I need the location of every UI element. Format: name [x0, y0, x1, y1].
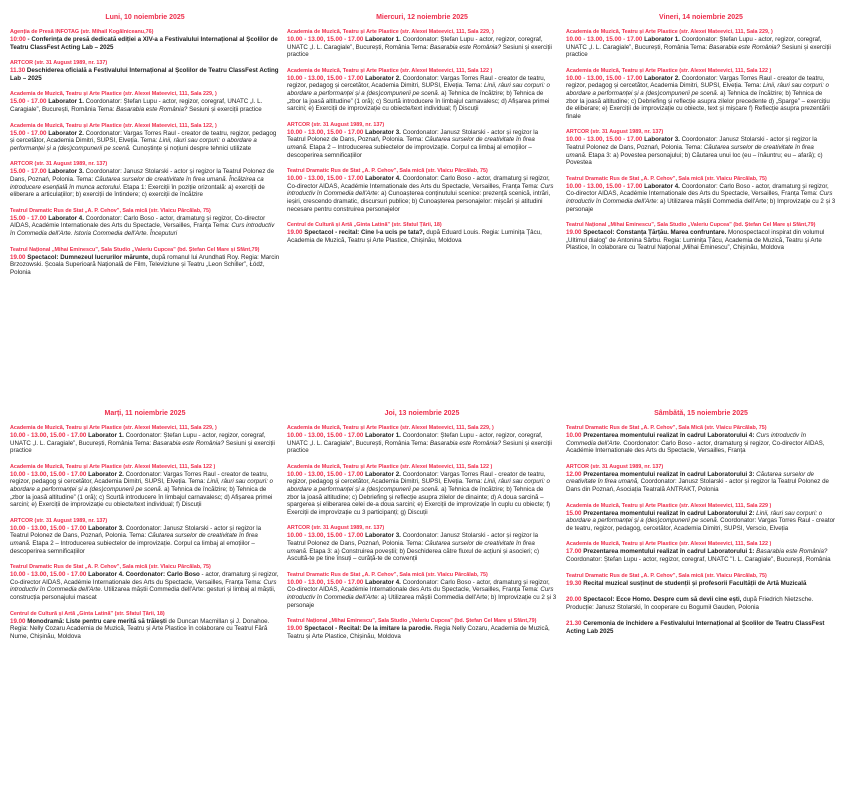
event-title: Prezentarea momentului realizat în cadrul Laboratorului 1:	[581, 548, 755, 556]
event-description	[10, 571, 280, 601]
event-notes: Etapa 2 – Introducerea subiectelor de improvizație. Corpul ca limbaj al emoțiilor – descoperirea semnificațiilor	[287, 143, 532, 159]
event-details: Coordonator: Ștefan Lupu - actor, regizor, coregraf, UNATC „I. L. Caragiale”, București, România Tema:	[287, 432, 543, 447]
event-theme: Basarabia este România?	[116, 105, 188, 113]
event-details: după romanul lui Arundhati Roy. Regia: Marcin Brzozowski. Școala Superioară Națională de Film, Televiziune și Teatru „Leon Schiller”, Łódź, Polonia	[10, 253, 280, 276]
schedule-event	[566, 222, 836, 252]
event-details: Coordonator: Ștefan Lupu - actor, regizor, coregraf, UNATC „I. L. Caragiale”, București, România Tema:	[287, 36, 543, 51]
day-title: Miercuri, 12 noiembrie 2025	[376, 14, 468, 21]
event-location: ARTCOR (str. 31 August 1989, nr. 137)	[566, 129, 664, 136]
event-description	[10, 618, 280, 641]
event-details: Coordonator: Vargas Torres Raul - creator de teatru, regizor, pedagog și cercetător, Academia Dimitri, SUPSI, Elveția. Tema:	[10, 129, 277, 145]
schedule-event	[10, 91, 280, 113]
event-details: Regia Nelly Cozaru, Academia de Muzică, Teatru și Arte Plastice, Chișinău, Moldova	[287, 625, 550, 640]
schedule-event	[287, 122, 557, 159]
event-time: 10.00 - 13.00, 15.00 - 17.00	[566, 136, 643, 144]
event-title: Laborator 1.	[363, 432, 401, 439]
event-theme: Basarabia este România?	[429, 439, 502, 447]
event-location: Academia de Muzică, Teatru și Arte Plastice (str. Alexei Mateevici, 111, Sala 122 )	[566, 67, 772, 74]
event-description	[287, 579, 557, 609]
event-location: Academia de Muzică, Teatru și Arte Plastice (str. Alexei Mateevici, 111, Sala 122 )	[287, 67, 493, 74]
event-theme: Căutarea surselor de creativitate în firea umană.	[287, 136, 535, 151]
event-time: 10.00 - 13.00, 15.00 - 17.00	[566, 182, 643, 190]
event-description	[10, 67, 280, 82]
event-description	[10, 254, 280, 277]
event-time: 19.00	[10, 253, 26, 261]
event-notes: a) Utilizarea măștii Commedia dell'Arte; b) Improvizație cu 2 și 3 personaje	[566, 197, 836, 213]
event-details: Coordonator: Carlo Boso - actor, dramaturg și regizor, Co-director AIDAS, Académie Internationale des Arts du Spectacle, Versailles, Franța Tema:	[10, 214, 266, 230]
event-time: 10.00 - 13.00, 15.00 - 17.00	[10, 432, 87, 439]
event-description	[566, 229, 836, 252]
event-details: Coordonator: Carlo Boso - actor, dramaturg și regizor, Co-director AIDAS, Académie Internationale des Arts du Spectacle, Versailles, Franța Tema:	[287, 175, 550, 190]
event-title: Recital muzical susținut de studenții și profesorii Facultății de Artă Muzicală	[581, 579, 807, 587]
schedule-event	[10, 29, 280, 51]
event-notes: Coordonator: Carlo Boso - actor, dramaturg și regizor, Co-director AIDAS, Académie Internationale des Arts du Spectacle, Versailles, Franța	[566, 439, 825, 455]
event-time: 10.00 - 13.00, 15.00 - 17.00	[287, 578, 364, 586]
event-details: Coordonator: Vargas Torres Raul - creator de teatru, regizor, pedagog și cercetător, Academia Dimitri, SUPSI, Elveția. Tema:	[287, 470, 546, 486]
event-title: Spectacol - Recital: De la imitare la parodie.	[302, 625, 433, 633]
event-title: Laborator 2.	[642, 74, 680, 82]
event-theme: Basarabia este România?	[152, 439, 225, 447]
event-time: 10.00 - 13.00, 15.00 - 17.00	[287, 432, 364, 439]
event-title: Ceremonia de închidere a Festivalului Internațional al Școlilor de Teatru ClassFest Acting Lab 2025	[566, 620, 825, 635]
event-theme: Căutarea surselor de creativitate în firea umană.	[287, 539, 535, 555]
schedule-event	[10, 611, 280, 641]
event-time: 19.00	[566, 229, 582, 237]
event-notes: Etapa 3: a) Construirea poveștii; b) Deschiderea către fluxul de acțiuni și asocieri; c) Ascultă-te pe tine însuți – curăță-te de convenții	[287, 547, 540, 563]
event-description	[566, 510, 836, 533]
event-theme: Linii, râuri sau corpuri: o abordare a performanței și a (des)compunerii pe scenă.	[566, 82, 829, 97]
event-description	[287, 175, 557, 213]
event-theme: Căutarea surselor de creativitate în firea umană.	[10, 532, 258, 547]
event-location: Agenția de Presă INFOTAG (str. Mihail Kogălniceanu,76)	[10, 29, 154, 35]
event-time: 15.00 - 17.00	[10, 129, 47, 137]
event-title: Laborator 4. Coordonator: Carlo Boso	[86, 571, 200, 579]
event-details: Coordonator: Vargas Torres Raul - creator de teatru, regizor, pedagog și cercetător, Academia Dimitri, SUPSI, Elveția. Tema:	[10, 470, 269, 486]
event-notes: Coordonator: Ștefan Lupu - actor, regizor, coregraf, UNATC "I. L. Caragiale", București, România	[566, 555, 831, 563]
event-time: 20.00	[566, 596, 582, 604]
event-details: - actor, dramaturg și regizor, Co-director AIDAS, Académie Internationale des Arts du Spectacle, Versailles, Franța Tema:	[10, 571, 279, 586]
event-time: 10.00 - 13.00, 15.00 - 17.00	[287, 128, 364, 136]
event-theme: Căutarea surselor de creativitate în firea umană. Încălzirea ca introducere esențială în munca actorului.	[10, 175, 264, 191]
event-title: Laborator 3.	[86, 524, 124, 532]
event-location: Teatrul Dramatic Rus de Stat „A. P. Cehov”, Sala Mică (str. Vlaicu Pârcălab, 75)	[566, 425, 767, 431]
event-location: Centrul de Cultură și Artă „Ginta Latină” (str. Sfatul Țării, 18)	[287, 222, 442, 229]
event-details: Coordonator: Vargas Torres Raul - creator de teatru, regizor, pedagog și cercetător, Academia Dimitri, SUPSI, Elveția. Tema:	[287, 74, 546, 90]
event-title: Laborator 2.	[46, 129, 84, 137]
event-title: - Conferința de presă dedicată ediției a XIV-a a Festivalului Internațional al Școlilor de Teatru ClassFest Acting Lab – 2025	[10, 36, 278, 51]
event-location: ARTCOR (str. 31 August 1989, nr. 137)	[10, 60, 108, 67]
event-location: Academia de Muzică, Teatru și Arte Plastice (str. Alexei Mateevici, 111, Sala 122, )	[10, 122, 217, 129]
event-description	[566, 183, 836, 213]
event-location: ARTCOR (str. 31 August 1989, nr. 137)	[10, 517, 108, 524]
day-title: Joi, 13 noiembrie 2025	[384, 410, 460, 417]
event-notes: a) Tehnica de încălzire; b) Tehnica de „zbor la joasă altitudine” (1 oră); c) Scurtă introducere în limbajul carnavalesc; d) Afișarea primei sarcini; e) Exerciții de improvizație cu obiecte/text individual; f) Discuții	[287, 89, 550, 113]
event-details: Coordonator: Ștefan Lupu - actor, regizor, coregraf, UNATC „I. L. Caragiale”, București, România Tema:	[10, 432, 266, 447]
event-location: Academia de Muzică, Teatru și Arte Plastice (str. Alexei Mateevici, 111, Sala 122 )	[10, 463, 216, 470]
event-notes: a) Utilizarea măștii Commedia dell'Arte; b) Improvizație cu 2 și 3 personaje	[287, 593, 557, 609]
event-description	[10, 130, 280, 153]
event-location: Academia de Muzică, Teatru și Arte Plastice (str. Alexei Mateevici, 111, Sala 229 )	[566, 502, 772, 509]
event-location: ARTCOR (str. 31 August 1989, nr. 137)	[287, 121, 385, 128]
event-description	[10, 98, 280, 113]
event-description	[566, 471, 836, 494]
event-time: 19.00	[287, 229, 303, 237]
event-description	[287, 532, 557, 562]
day-column	[566, 410, 836, 645]
event-description	[10, 471, 280, 509]
schedule-event	[287, 29, 557, 59]
event-theme: Basarabia este România?	[429, 43, 502, 51]
event-time: 12.00	[566, 470, 582, 478]
event-theme: Curs introductiv în Commedia dell'Arte:	[566, 190, 833, 205]
schedule-event	[566, 176, 836, 213]
event-title: Laborator 1.	[86, 432, 124, 439]
event-location: Centrul de Cultură și Artă „Ginta Latină” (str. Sfatul Țării, 18)	[10, 610, 165, 617]
event-description	[566, 548, 836, 563]
event-title: Laborator 1.	[363, 36, 401, 43]
event-description	[566, 75, 836, 121]
event-location: Teatrul Dramatic Rus de Stat „A. P. Cehov”, Sala mică (str. Vlaicu Pârcălab, 75)	[10, 564, 211, 571]
event-location: ARTCOR (str. 31 August 1989, nr. 137)	[287, 525, 385, 532]
schedule-event	[287, 68, 557, 113]
schedule-event	[10, 247, 280, 277]
event-time: 10.00 - 13.00, 15.00 - 17.00	[10, 524, 87, 532]
event-title: Prezentarea momentului realizat în cadrul Laboratorului 4:	[581, 432, 755, 439]
schedule-event	[10, 208, 280, 238]
event-description	[287, 229, 557, 244]
day-column	[287, 410, 557, 649]
event-notes: Coordonator: Vargas Torres Raul - creator de teatru, regizor, pedagog, cercetător, Academia Dimitri, SUPSI, Verscio, Elveția	[566, 517, 836, 532]
day-title: Vineri, 14 noiembrie 2025	[659, 14, 743, 21]
schedule-event	[566, 573, 836, 588]
event-details: Coordonator: Carlo Boso - actor, dramaturg și regizor, Co-director AIDAS, Académie Internationale des Arts du Spectacle, Versailles, Franța Tema:	[287, 578, 550, 594]
event-title: Spectacol: Ecce Homo. Despre cum să devii cine ești,	[581, 596, 742, 604]
schedule-event	[10, 161, 280, 198]
event-title: Laborator 3.	[642, 136, 680, 144]
event-time: 10.00 - 13.00, 15.00 - 17.00	[566, 36, 643, 43]
event-details: Coordonator: Janusz Stolarski - actor și regizor la Teatrul Polonez de Dans, Poznań, Polonia. Tema:	[10, 168, 275, 183]
event-notes: Sesiuni și exerciții practice	[287, 439, 552, 455]
event-title: Laborator 4.	[642, 182, 680, 190]
schedule-event	[287, 168, 557, 213]
event-description	[566, 432, 836, 455]
event-notes: a) Tehnica de încălzire; b) Tehnica de zbor la joasă altitudine; c) Debriefing și reflecție asupra zilelor precedente d) „Sparge” – exercițiu de eliberare; e) Exerciții de improvizație cu obiecte, text și mișcare f) Reflecție asupra prezentării finale	[566, 89, 830, 120]
event-time: 10.00 - 13.00, 15.00 - 17.00	[566, 74, 643, 82]
event-theme: Căutarea surselor de creativitate în firea umană.	[566, 143, 814, 159]
schedule-event	[287, 525, 557, 562]
event-notes: Sesiuni și exerciții practice	[10, 439, 275, 455]
event-title: Laborator 4.	[46, 214, 84, 222]
event-location: Teatrul Dramatic Rus de Stat „A. P. Cehov”, Sala mică (str. Vlaicu Pârcălab, 75)	[10, 207, 211, 214]
event-details: Coordonator: Ștefan Lupu - actor, regizor, coregraf, UNATC „I. L. Caragiale”, București, România Tema:	[566, 36, 822, 51]
event-location: Academia de Muzică, Teatru și Arte Plastice (str. Alexei Mateevici, 111, Sala 122 )	[566, 541, 772, 548]
schedule-event	[566, 541, 836, 563]
event-location: Academia de Muzică, Teatru și Arte Plastice (str. Alexei Mateevici, 111, Sala 229, )	[10, 425, 217, 431]
event-theme: Curs introductiv în Commedia dell'Arte:	[287, 182, 554, 198]
event-title: Spectacol - recital: Cine l-a ucis pe tata?,	[302, 229, 425, 237]
event-location: Teatrul Dramatic Rus de Stat „A. P. Cehov”, Sala mică (str. Vlaicu Pârcălab, 75)	[287, 571, 488, 578]
event-description	[10, 432, 280, 455]
schedule-event	[566, 620, 836, 635]
day-column	[287, 14, 557, 253]
event-description	[566, 136, 836, 166]
event-time: 17.00	[566, 548, 582, 556]
event-location: Academia de Muzică, Teatru și Arte Plastice (str. Alexei Mateevici, 111, Sala 229, )	[287, 425, 494, 431]
event-notes: Sesiuni și exerciții practice	[287, 43, 552, 59]
schedule-event	[10, 123, 280, 153]
event-time: 10.00 - 13.00, 15.00 - 17.00	[287, 36, 364, 43]
schedule-event	[566, 129, 836, 166]
event-notes: Sesiuni și exerciții practice	[566, 43, 831, 59]
event-description	[10, 525, 280, 555]
event-location: Teatrul Dramatic Rus de Stat „A. P. Cehov”, Sala mică (str. Vlaicu Pârcălab, 75)	[566, 572, 767, 579]
event-details: Coordonator: Janusz Stolarski - actor și regizor la Teatrul Polonez de Dans, Poznań, Polonia. Tema:	[10, 524, 262, 540]
event-notes: a) Tehnica de încălzire; b) Tehnica de „zbor la joasă altitudine” (1 oră); c) Scurtă introducere în limbajul carnavalesc; d) Afișarea primei sarcini; e) Exerciții de improvizație cu obiecte/text individual; f) Discuții	[10, 485, 273, 509]
event-description	[10, 36, 280, 51]
event-time: 19.00	[10, 617, 26, 625]
event-details: după Eduard Louis. Regia: Luminița Țâcu, Academia de Muzică, Teatru și Arte Plastice, Chișinău, Moldova	[287, 229, 542, 244]
event-description	[566, 620, 836, 635]
event-title: Prezentarea momentului realizat în cadrul Laboratorului 2:	[581, 509, 755, 517]
event-description	[287, 471, 557, 517]
event-title: Laborator 3.	[363, 128, 401, 136]
schedule-event	[10, 60, 280, 82]
event-time: 19.00	[287, 625, 303, 633]
event-location: Academia de Muzică, Teatru și Arte Plastice (str. Alexei Mateevici, 111, Sala 229, )	[287, 29, 494, 35]
event-theme: Linii, râuri sau corpuri: o abordare a performanței și a (des)compunerii pe scenă.	[287, 478, 550, 493]
event-notes: Utilizarea măștii Commedia dell'Arte: gesturi și limbaj al măștii, construcția personajului mascat	[10, 586, 276, 601]
event-theme: Linii, râuri sau corpuri: o abordare a performanței și a (des)compunerii pe scenă.	[10, 478, 273, 493]
event-description	[10, 168, 280, 198]
schedule-event	[566, 464, 836, 494]
event-title: Laborator 2.	[86, 470, 124, 478]
event-notes: Sesiuni și exerciții practice	[187, 105, 262, 113]
event-details: după Friedrich Nietzsche. Producție: Janusz Stolarski, în cooperare cu Bogumił Gauden, Polonia	[566, 596, 814, 611]
day-title: Sâmbătă, 15 noiembrie 2025	[654, 410, 748, 417]
event-details: Coordonator: Ștefan Lupu - actor, regizor, coregraf, UNATC „I. L. Caragiale”, București, România Tema:	[10, 98, 263, 113]
event-theme: Curs introductiv în Commedia dell'Arte:	[287, 586, 554, 601]
event-title: Laborator 3.	[46, 168, 84, 176]
event-title: Laborator 1.	[46, 98, 84, 106]
event-details: Coordonator: Janusz Stolarski - actor și regizor la Teatrul Polonez de Dans, Poznań, Polonia. Tema:	[566, 136, 818, 151]
schedule-event	[566, 503, 836, 533]
event-notes: Cunoștințe și noțiuni despre tehnici utilizate	[130, 144, 252, 152]
event-location: Teatrul Național „Mihai Eminescu”, Sala Studio „Valeriu Cupcea” (bd. Ștefan Cel Mare și Sfânt,79)	[566, 222, 816, 229]
event-description	[287, 625, 557, 640]
event-time: 10:00	[10, 36, 26, 43]
event-description	[287, 129, 557, 159]
schedule-event	[10, 564, 280, 601]
event-description	[566, 36, 836, 59]
schedule-event	[287, 222, 557, 244]
event-time: 11.30	[10, 67, 26, 75]
event-title: Prezentarea momentului realizat în cadrul Laboratorului 3:	[581, 470, 755, 478]
event-description	[287, 36, 557, 59]
schedule-event	[10, 425, 280, 455]
event-title: Laborator 4.	[363, 175, 401, 183]
schedule-event	[566, 68, 836, 121]
day-column	[10, 14, 280, 285]
event-time: 15.00 - 17.00	[10, 98, 47, 106]
event-details: Coordonator: Vargas Torres Raul - creator de teatru, regizor, pedagog și cercetător, Academia Dimitri, SUPSI, Elveția. Tema:	[566, 74, 825, 90]
schedule-event	[566, 596, 836, 611]
schedule-event	[10, 464, 280, 509]
day-title: Marți, 11 noiembrie 2025	[104, 410, 186, 417]
event-location: Academia de Muzică, Teatru și Arte Plastice (str. Alexei Mateevici, 111, Sala 122 )	[287, 463, 493, 470]
event-time: 15.00	[566, 509, 582, 517]
event-description	[566, 580, 836, 588]
event-title: Laborator 3.	[363, 532, 401, 540]
schedule-event	[566, 29, 836, 59]
event-location: ARTCOR (str. 31 August 1989, nr. 137)	[566, 463, 664, 470]
event-theme: Linii, râuri sau corpuri: o abordare a performanței și a (des)compunerii pe scenă.	[287, 82, 550, 97]
event-theme: Linii, râuri sau corpuri: o abordare a performanței și a (des)compunerii pe scenă.	[10, 137, 257, 152]
event-theme: Basarabia este România?	[708, 43, 781, 51]
event-theme: Curs introductiv în Commedia dell'Arte.	[10, 578, 277, 594]
event-location: Teatrul Național „Mihai Eminescu”, Sala Studio „Valeriu Cupcea” (bd. Ștefan Cel Mare și Sfânt,79)	[10, 246, 260, 253]
event-time: 10.00 - 13.00, 15.00 - 17.00	[287, 532, 364, 540]
event-location: ARTCOR (str. 31 August 1989, nr. 137)	[10, 161, 108, 168]
event-notes: a) Tehnica de încălzire; b) Tehnica de zbor la joasă altitudine; c) Debriefing și reflecție asupra zilelor de dinainte; d) A doua sarcină – spargerea și eliberarea celei de-a doua sarcini; e) Exerciții de improvizație în cuplu cu obiecte; f) Exerciții de improvizație cu 3 participanți; g) Discuții	[287, 485, 551, 516]
event-title: Monodramă: Liste pentru care merită să trăiești	[25, 617, 167, 625]
event-location: Teatrul Național „Mihai Eminescu”, Sala Studio „Valeriu Cupcea” (bd. Ștefan Cel Mare și Sfânt,79)	[287, 618, 537, 625]
event-notes: Etapa 1: Exerciții în poziție orizontală: a) exerciții de eliberare a articulațiilor; b) exerciții de întindere; c) exerciții de încălzire	[10, 183, 265, 199]
schedule-event	[566, 425, 836, 455]
event-description	[566, 596, 836, 611]
event-details: Coordonator: Janusz Stolarski - actor și regizor la Teatrul Polonez de Dans, Poznań, Polonia. Tema:	[287, 128, 539, 144]
event-title: Spectacol: Dumnezeul lucrurilor mărunte,	[25, 253, 150, 261]
event-time: 21.30	[566, 620, 582, 628]
event-details: Coordonator: Carlo Boso - actor, dramaturg și regizor, Co-director AIDAS, Académie Internationale des Arts du Spectacle, Versailles, Franța Tema:	[566, 182, 829, 198]
event-location: Academia de Muzică, Teatru și Arte Plastice (str. Alexei Mateevici, 111, Sala 229, )	[566, 29, 773, 35]
event-details: Monospectacol inspirat din volumul „Ultimul dialog” de Antonina Sârbu. Regia: Luminița Țâcu, Academia de Muzică, Teatru și Arte Plastice, în colaborare cu Teatrul Național „Mihai Eminescu”, Chișinău, Moldova	[566, 229, 825, 252]
event-time: 10.00 - 13.00, 15.00 - 17.00	[10, 470, 87, 478]
event-time: 10.00 - 13.00, 15.00 - 17.00	[287, 470, 364, 478]
event-location: Teatrul Dramatic Rus de Stat „A. P. Cehov”, Sala mică (str. Vlaicu Pârcălab, 75)	[566, 175, 767, 182]
event-time: 19.30	[566, 579, 582, 587]
schedule-event	[287, 464, 557, 517]
event-theme: Căutarea surselor de creativitate în firea umană,	[566, 470, 814, 486]
event-title: Laborator 1.	[642, 36, 680, 43]
event-theme: Linii, râuri sau corpuri: o abordare a performanței și a (des)compunerii pe scenă.	[566, 509, 823, 525]
schedule-event	[287, 572, 557, 609]
day-column	[10, 410, 280, 649]
event-notes: Etapa 2 – Introducerea subiectelor de improvizație. Corpul ca limbaj al emoțiilor – descoperirea semnificațiilor	[10, 539, 255, 555]
event-theme: Curs introductiv în Commedia dell'Arte.	[566, 432, 807, 447]
event-title: Laborator 4.	[363, 578, 401, 586]
event-description	[287, 432, 557, 455]
event-notes: Coordonator: Janusz Stolarski - actor și regizor la Teatrul Polonez de Dans din Poznań, Asociația Teatrală ANTRAKT, Polonia	[566, 478, 829, 493]
event-description	[10, 215, 280, 238]
event-details: Coordonator: Janusz Stolarski - actor și regizor la Teatrul Polonez de Dans, Poznań, Polonia. Tema:	[287, 532, 539, 547]
event-time: 15.00 - 17.00	[10, 214, 47, 222]
schedule-event	[10, 518, 280, 555]
event-time: 10.00 - 13.00, 15.00 - 17.00	[10, 571, 87, 579]
event-title: Deschiderea oficială a Festivalului Internațional al Școlilor de Teatru ClassFest Acting Lab – 2025	[10, 67, 279, 82]
event-notes: a) Cunoașterea conținutului scenice: prezență scenică, intrări, ieșiri, crescendo dramatic, discursuri publice; b) Cunoașterea personajelor: mișcări și atitudini necesare pentru construirea personajelor	[287, 190, 551, 213]
event-details: de Duncan Macmillan și J. Donahoe. Regia: Nelly Cozaru Academia de Muzică, Teatru și Arte Plastice în colaborare cu Teatrul Fără Nume, Chișinău, Moldova	[10, 617, 270, 640]
event-title: Laborator 2.	[363, 470, 401, 478]
day-title: Luni, 10 noiembrie 2025	[105, 14, 185, 21]
schedule-event	[287, 618, 557, 640]
schedule-event	[287, 425, 557, 455]
event-time: 10.00	[566, 432, 582, 439]
event-title: Laborator 2.	[363, 74, 401, 82]
event-location: Teatrul Dramatic Rus de Stat „A. P. Cehov”, Sala mică (str. Vlaicu Pârcălab, 75)	[287, 168, 488, 175]
event-time: 15.00 - 17.00	[10, 168, 47, 176]
event-theme: Curs introductiv în Commedia dell'Arte. Istoria Commedia dell'Arte. Începuturi	[10, 222, 275, 237]
event-title: Spectacol: Constanța Țărțău. Marea confruntare.	[581, 229, 727, 237]
event-notes: Etapa 3: a) Povestea personajului; b) Căutarea unui loc (eu – înăuntru; eu – afară); c) Povestea	[566, 151, 823, 167]
event-location: Academia de Muzică, Teatru și Arte Plastice (str. Alexei Mateevici, 111, Sala 229, )	[10, 91, 217, 98]
event-time: 10.00 - 13.00, 15.00 - 17.00	[287, 74, 364, 82]
event-time: 10.00 - 13.00, 15.00 - 17.00	[287, 175, 364, 183]
day-column	[566, 14, 836, 261]
event-theme: Basarabia este România?	[756, 548, 828, 556]
event-description	[287, 75, 557, 113]
